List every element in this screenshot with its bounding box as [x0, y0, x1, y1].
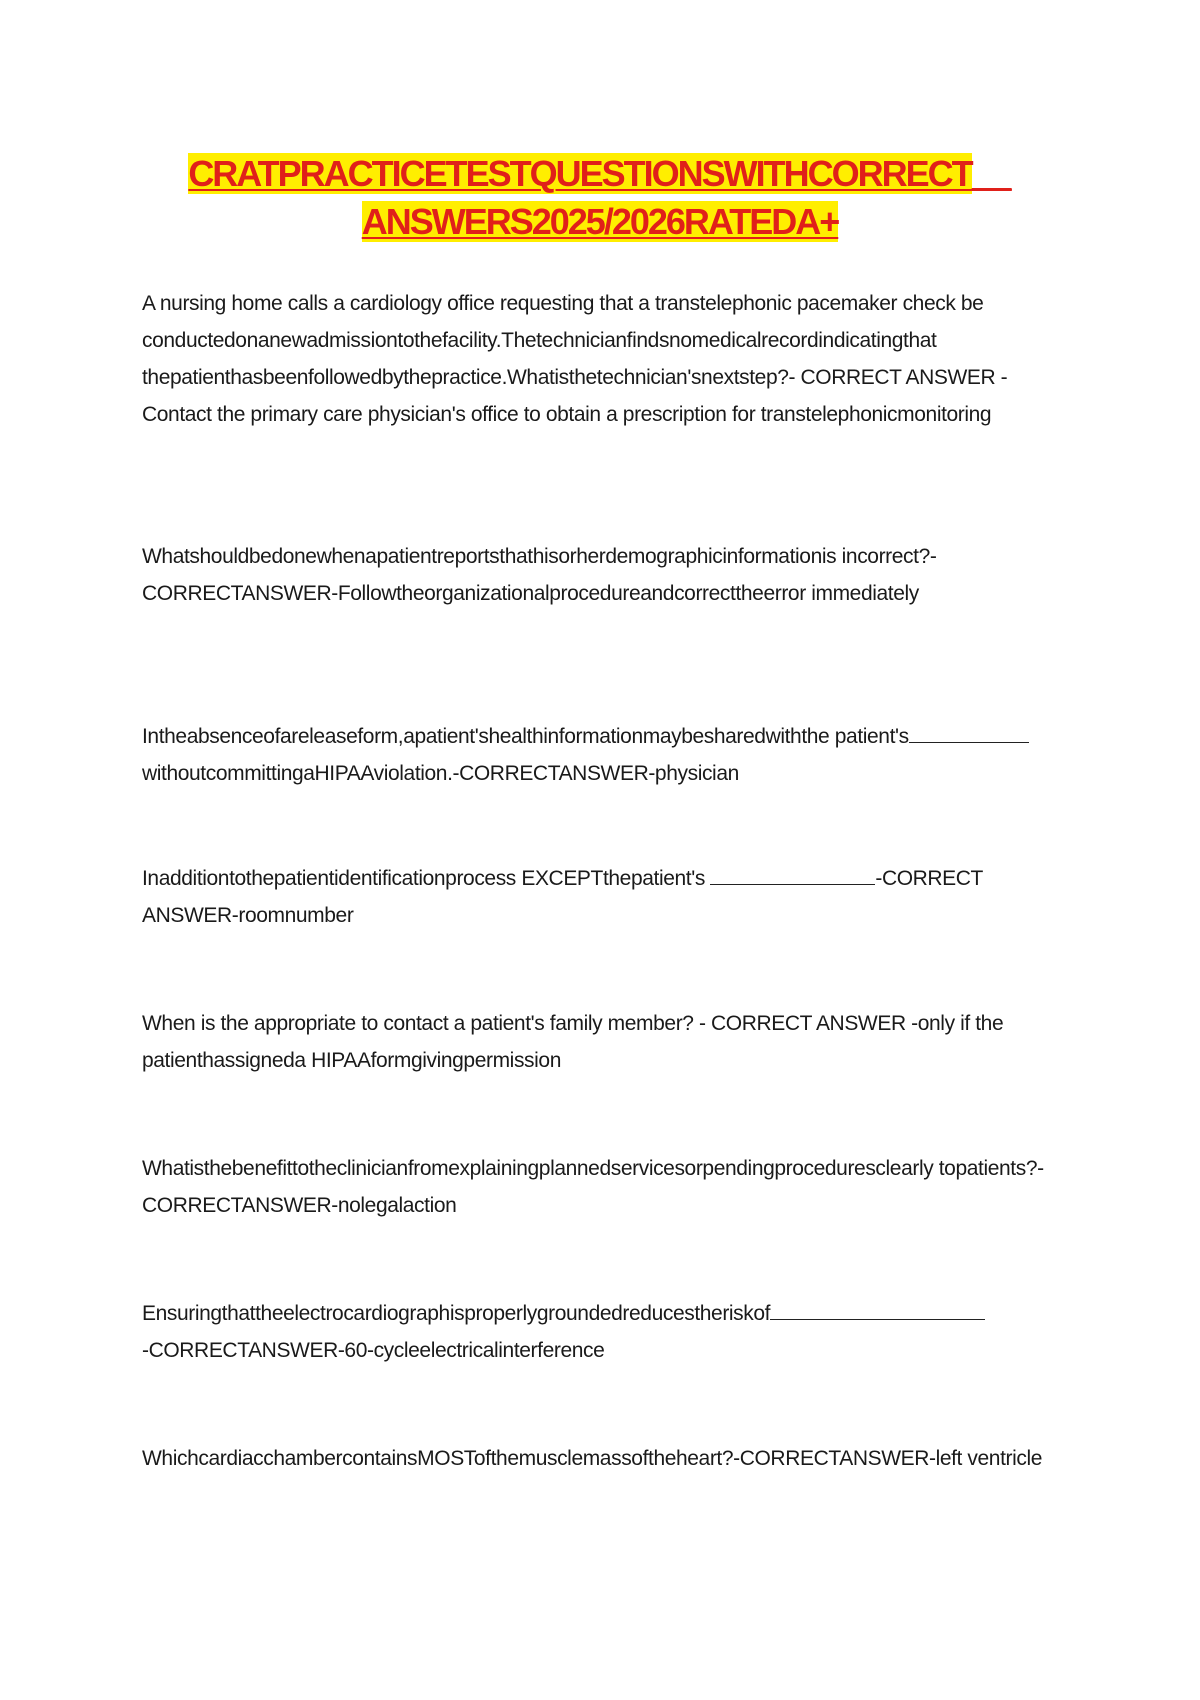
title-line-2: ANSWERS2025/2026RATEDA+	[361, 201, 839, 242]
answer-blank	[710, 864, 875, 885]
qa-item	[142, 860, 1072, 934]
qa-answer: -CORRECTANSWER-60-cycleelectricalinterference	[142, 1339, 605, 1362]
document-title	[140, 150, 1060, 246]
title-underline-tail: __	[971, 153, 1012, 194]
answer-blank	[909, 722, 1029, 743]
qa-item	[142, 1440, 1072, 1477]
qa-item	[142, 1150, 1072, 1224]
qa-item	[142, 1295, 1072, 1369]
title-line-1: CRATPRACTICETESTQUESTIONSWITHCORRECT	[188, 153, 972, 194]
qa-item	[142, 1005, 1072, 1079]
qa-answer: withoutcommittingaHIPAAviolation.-CORRECTANSWER-physician	[142, 762, 739, 785]
qa-item	[142, 718, 1072, 792]
qa-text: Whatshouldbedonewhenapatientreportsthathisorherdemographicinformationis incorrect?-CORRECTANSWER-Followtheorganizationalprocedureandcorrecttheerror immediately	[142, 545, 937, 605]
qa-text: When is the appropriate to contact a patient's family member? - CORRECT ANSWER -only if the patienthassigneda HIPAAformgivingpermission	[142, 1012, 1004, 1072]
qa-text: WhichcardiacchambercontainsMOSTofthemusclemassoftheheart?-CORRECTANSWER-left ventricle	[142, 1447, 1043, 1470]
qa-question: Inadditiontothepatientidentificationprocess EXCEPTthepatient's	[142, 867, 705, 890]
qa-question: Intheabsenceofareleaseform,apatient'shealthinformationmaybesharedwiththe patient's	[142, 725, 909, 748]
qa-text: Whatisthebenefittotheclinicianfromexplainingplannedservicesorpendingproceduresclearly topatients?-CORRECTANSWER-nolegalaction	[142, 1157, 1044, 1217]
answer-blank	[770, 1299, 985, 1320]
qa-item	[142, 538, 1072, 612]
qa-text: A nursing home calls a cardiology office requesting that a transtelephonic pacemaker check be conductedonanewadmissiontothefacility.Thetechnicianfindsnomedicalrecordindicatingthat thepatienthasbeenfollowedbythepractice.Whatisthetechnician'snextstep?- CORRECT ANSWER -Contact the primary care physician's office to obtain a prescription for transtelephonicmonitoring	[142, 292, 1008, 426]
qa-item	[142, 285, 1072, 433]
qa-answer: -CORRECT ANSWER-roomnumber	[142, 867, 983, 927]
qa-question: Ensuringthattheelectrocardiographisproperlygroundedreducestheriskof	[142, 1302, 771, 1325]
